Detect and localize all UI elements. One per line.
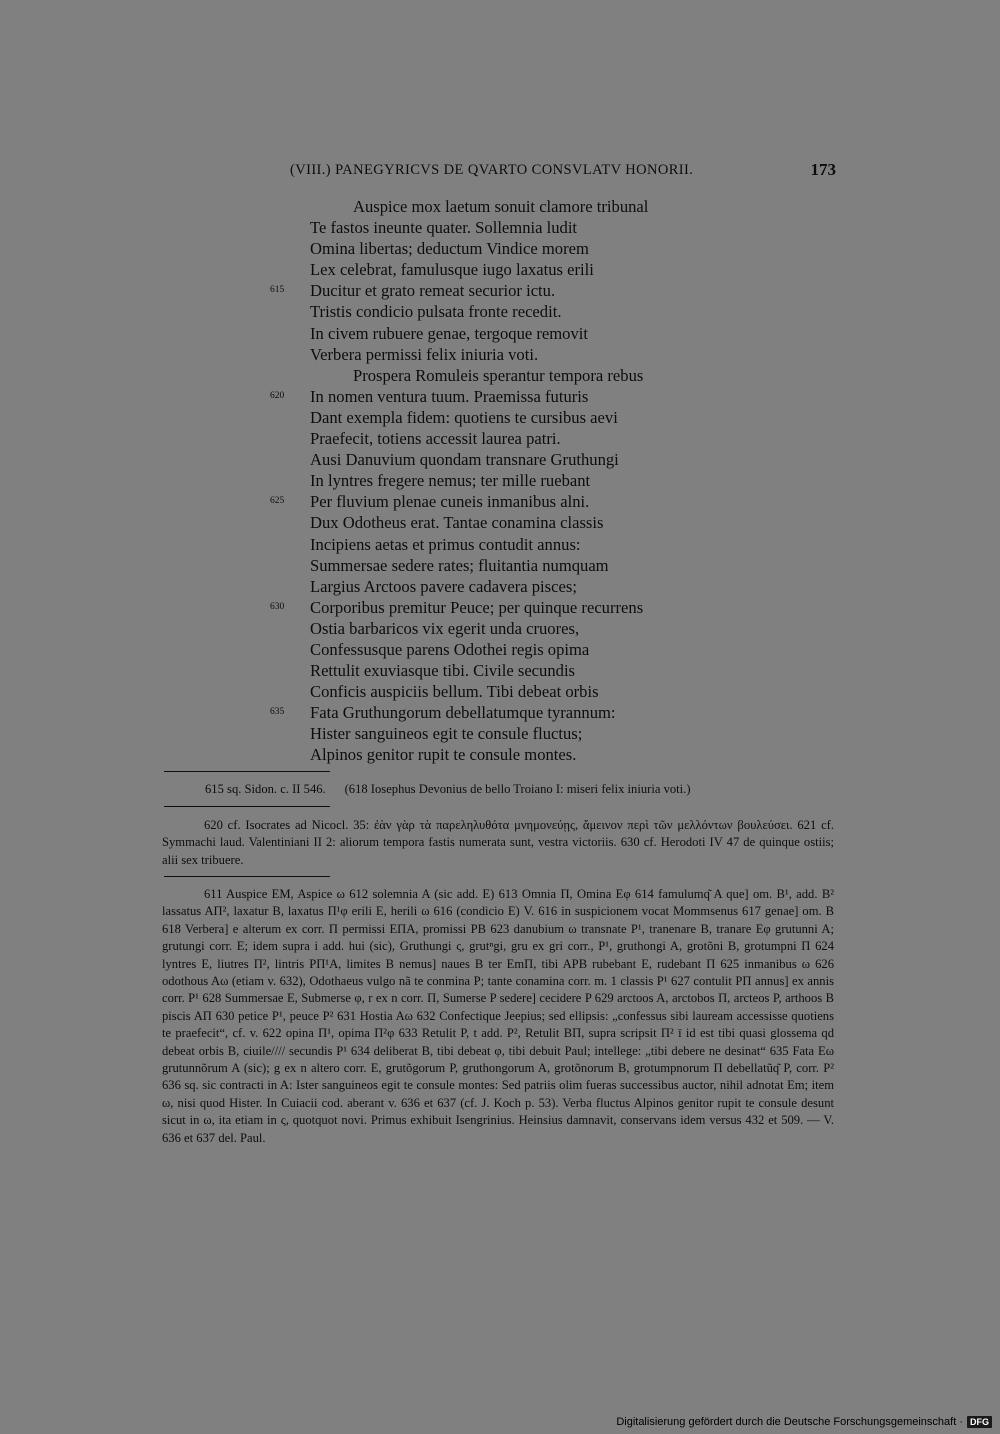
verse-text: Incipiens aetas et primus contudit annus: bbox=[310, 534, 581, 554]
verse-line bbox=[270, 512, 730, 533]
verse-line bbox=[270, 470, 730, 491]
verse-text: Ostia barbaricos vix egerit unda cruores, bbox=[310, 618, 580, 638]
verse-text: In civem rubuere genae, tergoque removit bbox=[310, 323, 588, 343]
verse-text: Auspice mox laetum sonuit clamore tribunal bbox=[353, 197, 649, 216]
notes-rule bbox=[164, 806, 330, 807]
line-number: 630 bbox=[270, 601, 285, 612]
verse-text: Alpinos genitor rupit te consule montes. bbox=[310, 745, 577, 765]
verse-text: Omina libertas; deductum Vindice morem bbox=[310, 239, 589, 259]
verse-line bbox=[270, 280, 730, 301]
verse-line bbox=[270, 639, 730, 660]
line-number: 620 bbox=[270, 390, 285, 401]
verse-line bbox=[270, 534, 730, 555]
parallels-notes bbox=[162, 817, 834, 869]
verse-line bbox=[270, 618, 730, 639]
testimonia-line bbox=[205, 781, 845, 798]
verse-line bbox=[270, 555, 730, 576]
verse-text: Fata Gruthungorum debellatumque tyrannum: bbox=[310, 703, 616, 723]
verse-line bbox=[270, 597, 730, 618]
verse-line bbox=[270, 702, 730, 723]
verse-text: Summersae sedere rates; fluitantia numquam bbox=[310, 555, 609, 575]
verse-text: Conficis auspiciis bellum. Tibi debeat orbis bbox=[310, 682, 599, 702]
verse-text: In nomen ventura tuum. Praemissa futuris bbox=[310, 386, 589, 406]
verse-line bbox=[270, 449, 730, 470]
verse-line bbox=[270, 723, 730, 744]
line-number: 625 bbox=[270, 496, 285, 507]
verse-text: Praefecit, totiens accessit laurea patri. bbox=[310, 429, 561, 449]
verse-text: Ducitur et grato remeat securior ictu. bbox=[310, 281, 556, 301]
verse-text: Tristis condicio pulsata fronte recedit. bbox=[310, 302, 562, 322]
verse-line bbox=[270, 196, 730, 217]
credit-text: Digitalisierung gefördert durch die Deutsche Forschungsgemeinschaft · bbox=[616, 1416, 963, 1428]
verse-line bbox=[270, 681, 730, 702]
testimonia-rule bbox=[164, 771, 330, 772]
verse-line bbox=[270, 365, 730, 386]
apparatus-text: 611 Auspice EM, Aspice ω 612 solemnia A (sic add. E) 613 Omnia Π, Omina Eφ 614 famulumq͂ A que] om. B¹, add. B² lassatus AΠ², laxatur B, laxatus Π¹φ erili E, herili ω 616 (condicio E) V. 616 in suspicionem vocat Mommsenus 617 genae] om. B 618 Verbera] e alterum ex corr. Π permissi EΠA, promissi PB 623 danubium ω transnate P¹, tranenare B, tranare Eφ grutunni A; grutungi corr. E; idem supra i add. hui (sic), Gruthungi ς, grutⁿgi, gru ex gri corr., P¹, gruthongi A, grotõni B, grotumpni Π 624 lyntres E, liutres Π², lintris PΠ¹A, limites B nemus] naues B ter EmΠ, tibi APB rubebant E, rudebant Π 625 inmanibus ω 626 odothous Aω (etiam v. 632), Odothaeus vulgo nã te conmina P; tante conamina corr. m. 1 classis P¹ 627 contulit PΠ annus] ex annis corr. P¹ 628 Summersae E, Submerse φ, r ex n corr. Π, Sumerse P sedere] cecidere P 629 arctoos A, arctobos Π, arcteos P, arthoos B piscis AΠ 630 petice P¹, peuce P² 631 Hostia Aω 632 Confectique Jeepius; sed ellipsis: „confessus sibi lauream accessisse quotiens te praefecit“, cf. v. 622 opina Π¹, opima Π²φ 633 Retulit P, t add. P², Retulit BΠ, supra scripsit Π² ī id est tibi quasi glossema qd debeat orbis B, ciuile//// secundis P¹ 634 deliberat B, tibi debeat φ, tibi debuit Paul; intellege: „tibi debere ne desinat“ 635 Fata Eω grutunnõrum A (sic); g ex n altero corr. E, grutõgorum P, gruthongorum A, grotõnorum B, grotumpnorum Π debellatũq͂ P, corr. P² 636 sq. sic contracti in A: Ister sanguineos egit te consule montes: Sed patriis olim fueras successibus auctor, nihil adnotat Em; item ω, nisi quod Hister. In Cuiacii cod. aberant v. 636 et 637 (cf. J. Koch p. 53). Verba fluctus Alpinos genitor rupit te consule desunt sicut in ω, ita etiam in ς, quotquot novi. Primus exhibuit Isengrinius. Heinsius damnavit, conservans idem versus 432 et 509. — V. 636 et 637 del. Paul. bbox=[162, 887, 834, 1145]
verse-line bbox=[270, 344, 730, 365]
verse-line bbox=[270, 301, 730, 322]
line-number: 635 bbox=[270, 707, 285, 718]
line-number: 615 bbox=[270, 285, 285, 296]
verse-line bbox=[270, 576, 730, 597]
critical-apparatus bbox=[162, 886, 834, 1147]
verse-line bbox=[270, 744, 730, 765]
page-number: 173 bbox=[810, 160, 836, 179]
running-header bbox=[290, 160, 840, 184]
verse-text: Verbera permissi felix iniuria voti. bbox=[310, 344, 539, 364]
verse-line bbox=[270, 407, 730, 428]
verse-text: Largius Arctoos pavere cadavera pisces; bbox=[310, 576, 577, 596]
verse-text: Rettulit exuviasque tibi. Civile secundis bbox=[310, 661, 576, 681]
verse-line bbox=[270, 386, 730, 407]
verse-line bbox=[270, 259, 730, 280]
verse-text: Ausi Danuvium quondam transnare Gruthungi bbox=[310, 450, 619, 470]
verse-line bbox=[270, 428, 730, 449]
verse-text: Te fastos ineunte quater. Sollemnia ludit bbox=[310, 218, 578, 238]
verse-text: Per fluvium plenae cuneis inmanibus alni. bbox=[310, 492, 590, 512]
verse-text: Confessusque parens Odothei regis opima bbox=[310, 639, 590, 659]
parallels-text: 620 cf. Isocrates ad Nicocl. 35: ἐὰν γὰρ τὰ παρεληλυθότα μνημονεύῃς, ἄμεινον περὶ τῶν μελλόντων βουλεύσει. 621 cf. Symmachi laud. Valentiniani II 2: aliorum tempora fastis numerata sunt, vestra victoriis. 630 cf. Herodoti IV 47 de quinque ostiis; alii sex tribuere. bbox=[162, 818, 834, 867]
verse-text: In lyntres fregere nemus; ter mille ruebant bbox=[310, 471, 591, 491]
verse-text: Corporibus premitur Peuce; per quinque recurrens bbox=[310, 597, 644, 617]
verse-line bbox=[270, 323, 730, 344]
footer-credit bbox=[616, 1416, 992, 1428]
apparatus-rule bbox=[164, 876, 330, 877]
verse-text: Prospera Romuleis sperantur tempora rebus bbox=[353, 365, 644, 385]
verse-line bbox=[270, 238, 730, 259]
verse-text: Lex celebrat, famulusque iugo laxatus erili bbox=[310, 260, 594, 280]
verse-text: Hister sanguineos egit te consule fluctus; bbox=[310, 724, 583, 744]
verse-line bbox=[270, 217, 730, 238]
dfg-logo: DFG bbox=[967, 1416, 992, 1428]
poem-text bbox=[270, 196, 730, 766]
verse-text: Dux Odotheus erat. Tantae conamina classis bbox=[310, 513, 604, 533]
verse-line bbox=[270, 660, 730, 681]
verse-line bbox=[270, 491, 730, 512]
verse-text: Dant exempla fidem: quotiens te cursibus aevi bbox=[310, 407, 618, 427]
running-title: (VIII.) PANEGYRICVS DE QVARTO CONSVLATV HONORII. bbox=[290, 162, 694, 178]
testimonia-text: 615 sq. Sidon. c. II 546. (618 Iosephus Devonius de bello Troiano I: miseri felix iniuria voti.) bbox=[205, 782, 691, 796]
